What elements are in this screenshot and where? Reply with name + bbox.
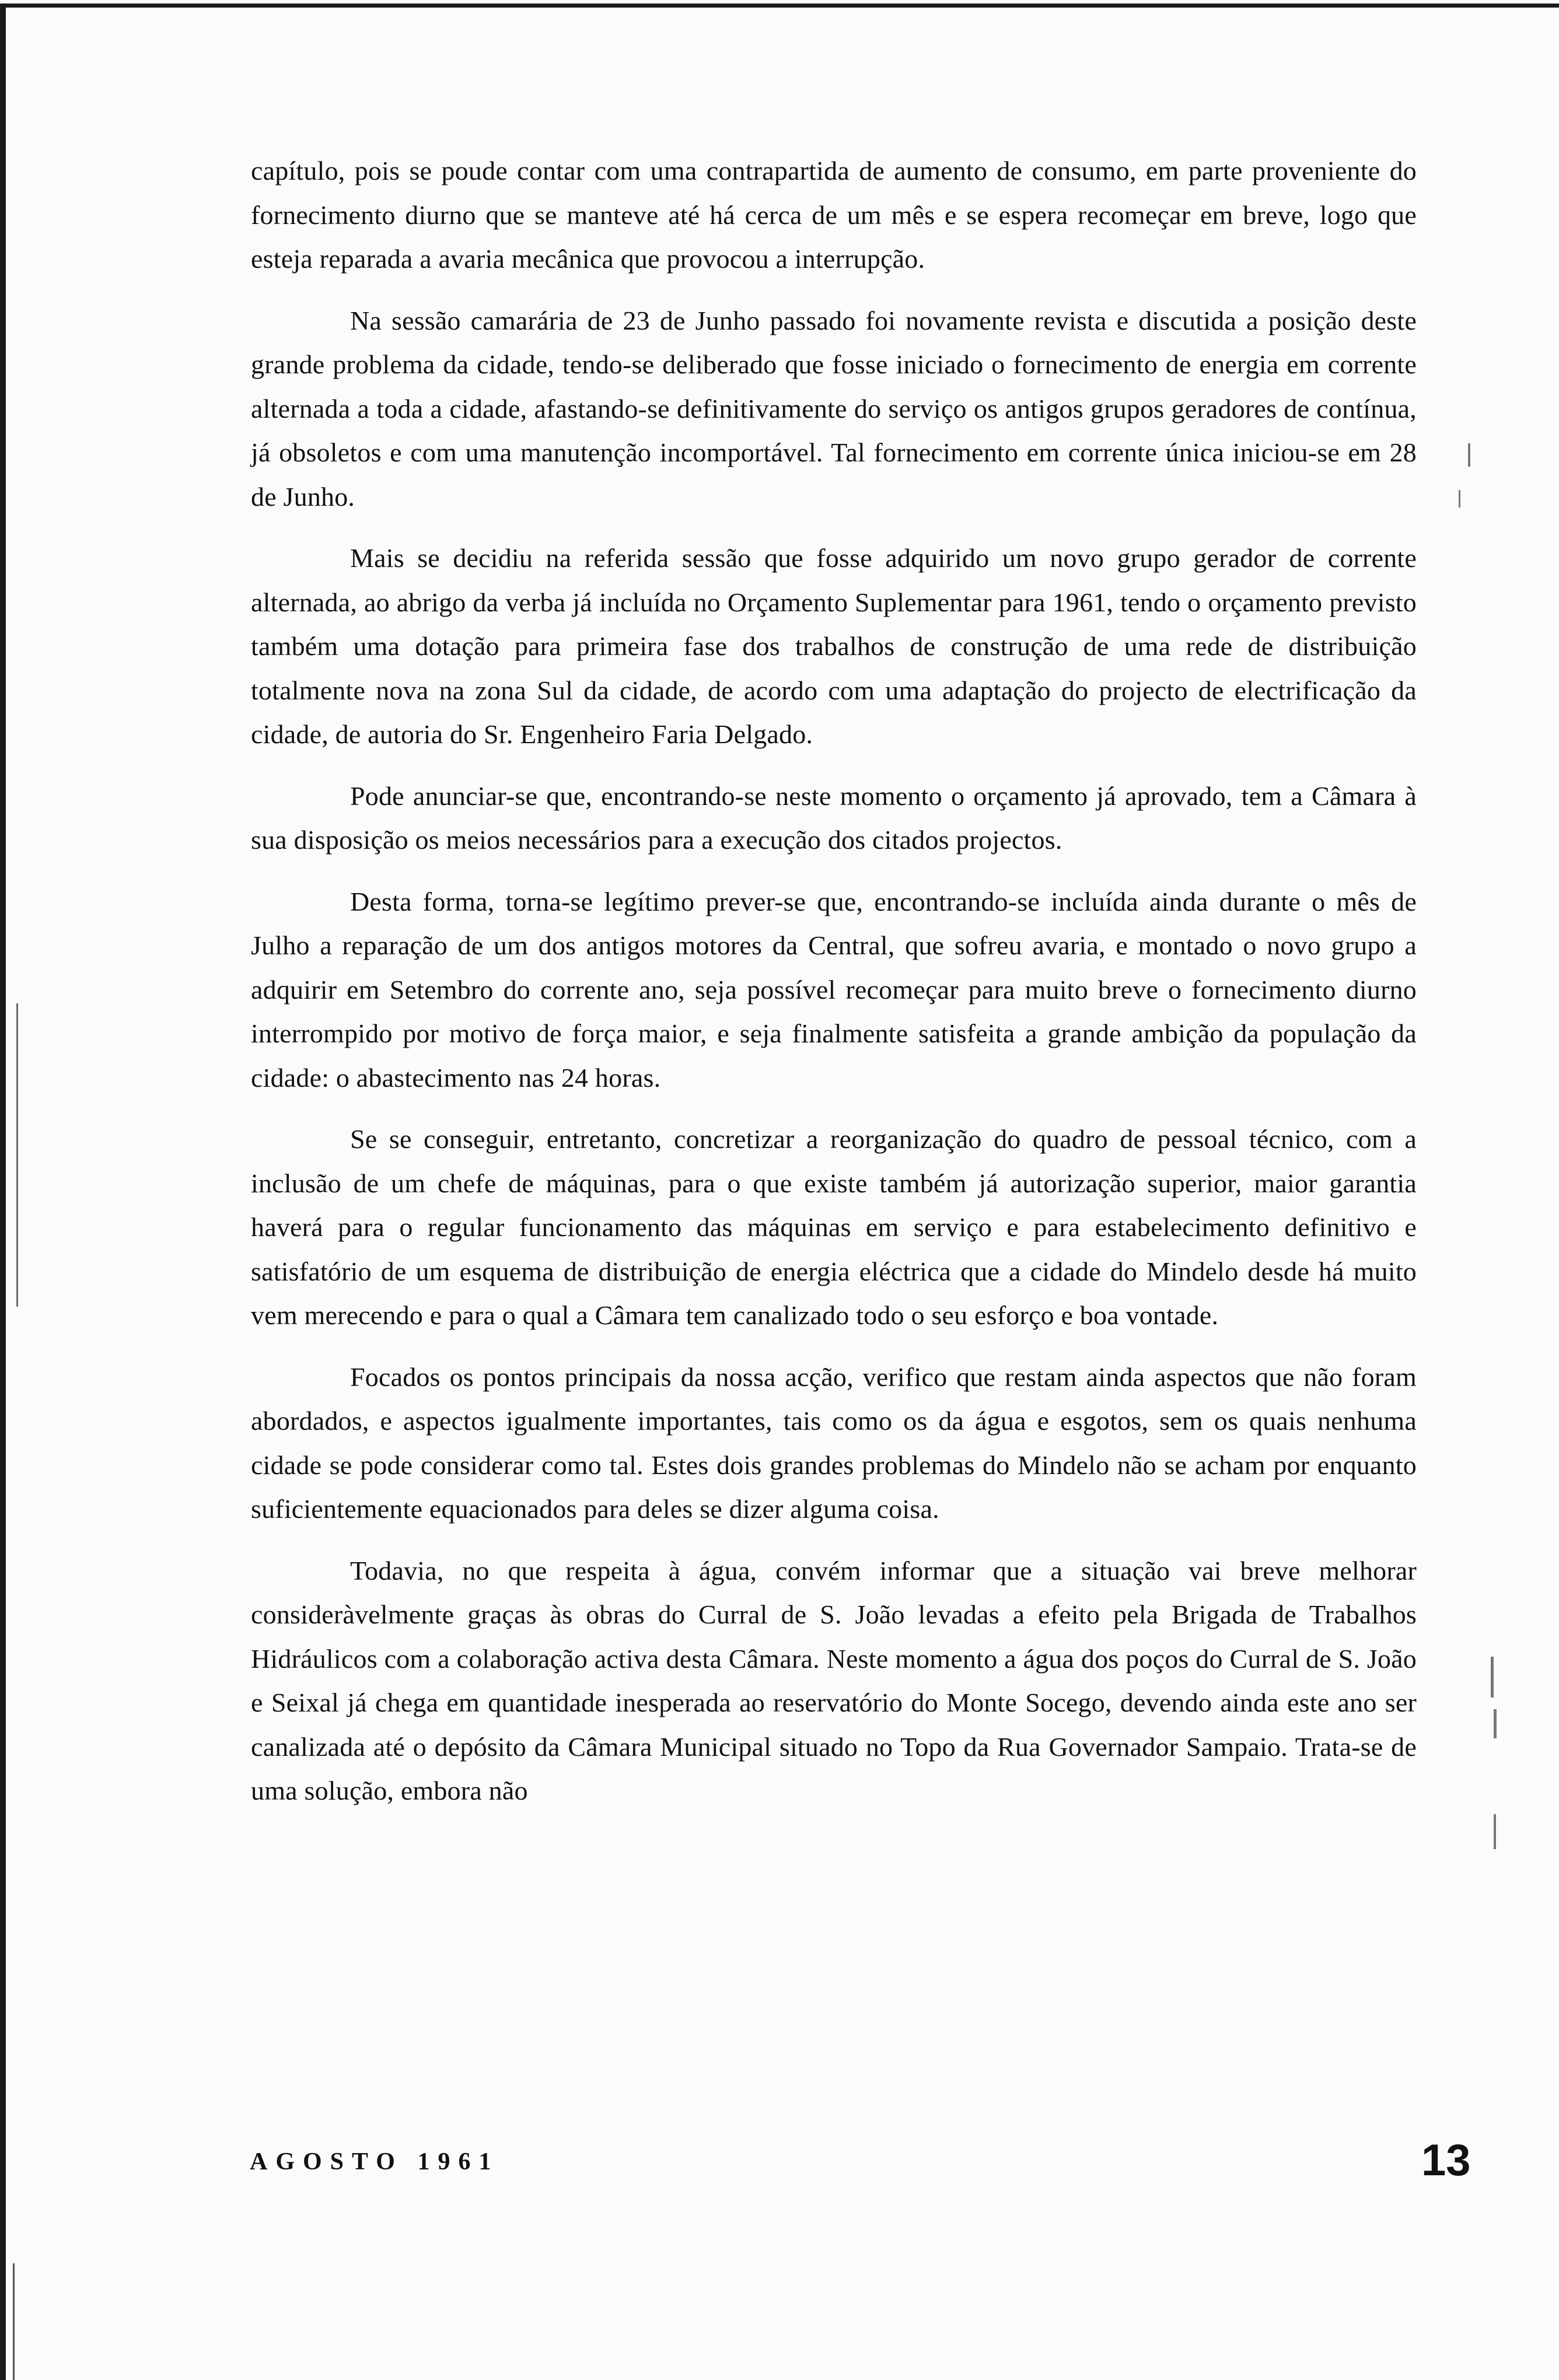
scan-artifact [1494, 1709, 1497, 1738]
paragraph: capítulo, pois se poude contar com uma contrapartida de aumento de consumo, em parte proveniente do fornecimento diurno que se manteve até há cerca de um mês e se espera recomeçar em breve, logo que esteja reparada a avaria mecânica que provocou a interrupção. [251, 156, 1417, 274]
scan-mark-left [16, 1003, 18, 1307]
paragraph: Pode anunciar-se que, encontrando-se neste momento o orçamento já aprovado, tem a Câmara à sua disposição os meios necessários para a execução dos citados projectos. [251, 780, 1417, 855]
page-number: 13 [1421, 2136, 1471, 2185]
scan-artifact [1494, 1814, 1496, 1849]
paragraph: Mais se decidiu na referida sessão que fosse adquirido um novo grupo gerador de corrente alternada, ao abrigo da verba já incluída no Orçamento Suplementar para 1961, tendo o orçamento previsto também uma dotação para primeira fase dos trabalhos de construção de uma rede de distribuição totalmente nova na zona Sul da cidade, de acordo com uma adaptação do projecto de electrificação da cidade, de autoria do Sr. Engenheiro Faria Delgado. [251, 543, 1417, 749]
scan-artifact [1459, 490, 1460, 508]
paragraph: Todavia, no que respeita à água, convém informar que a situação vai breve melhorar consideràvelmente graças às obras do Curral de S. João levadas a efeito pela Brigada de Trabalhos Hidráulicos com a colaboração activa desta Câmara. Neste momento a água dos poços do Curral de S. João e Seixal já chega em quantidade inesperada ao reservatório do Monte Socego, devendo ainda este ano ser canalizada até o depósito da Câmara Municipal situado no Topo da Rua Governador Sampaio. Trata-se de uma solução, embora não [251, 1555, 1417, 1805]
paragraph: Na sessão camarária de 23 de Junho passado foi novamente revista e discutida a posição deste grande problema da cidade, tendo-se deliberado que fosse iniciado o fornecimento de energia em corrente alternada a toda a cidade, afastando-se definitivamente do serviço os antigos grupos geradores de contínua, já obsoletos e com uma manutenção incomportável. Tal fornecimento em corrente única iniciou-se em 28 de Junho. [251, 305, 1417, 512]
paragraph: Focados os pontos principais da nossa acção, verifico que restam ainda aspectos que não foram abordados, e aspectos igualmente importantes, tais como os da água e esgotos, sem os quais nenhuma cidade se pode considerar como tal. Estes dois grandes problemas do Mindelo não se acham por enquanto suficientemente equacionados para deles se dizer alguma coisa. [251, 1362, 1417, 1524]
scan-artifact [1491, 1657, 1494, 1698]
paragraph: Se se conseguir, entretanto, concretizar a reorganização do quadro de pessoal técnico, com a inclusão de um chefe de máquinas, para o que existe também já autorização superior, maior garantia haverá para o regular funcionamento das máquinas em serviço e para estabelecimento definitivo e satisfatório de um esquema de distribuição de energia eléctrica que a cidade do Mindelo desde há muito vem merecendo e para o qual a Câmara tem canalizado todo o seu esforço e boa vontade. [251, 1124, 1417, 1330]
scan-artifact [1468, 443, 1470, 467]
scan-edge-top [0, 4, 1559, 8]
paragraph: Desta forma, torna-se legítimo prever-se que, encontrando-se incluída ainda durante o mês de Julho a reparação de um dos antigos motores da Central, que sofreu avaria, e montado o novo grupo a adquirir em Setembro do corrente ano, seja possível recomeçar para muito breve o fornecimento diurno interrompido por motivo de força maior, e seja finalmente satisfeita a grande ambição da população da cidade: o abastecimento nas 24 horas. [251, 886, 1417, 1093]
scan-mark-left-bottom [13, 2263, 15, 2380]
scan-edge-left [0, 4, 6, 2380]
issue-date: AGOSTO 1961 [250, 2148, 499, 2175]
article-body [251, 149, 1417, 1831]
